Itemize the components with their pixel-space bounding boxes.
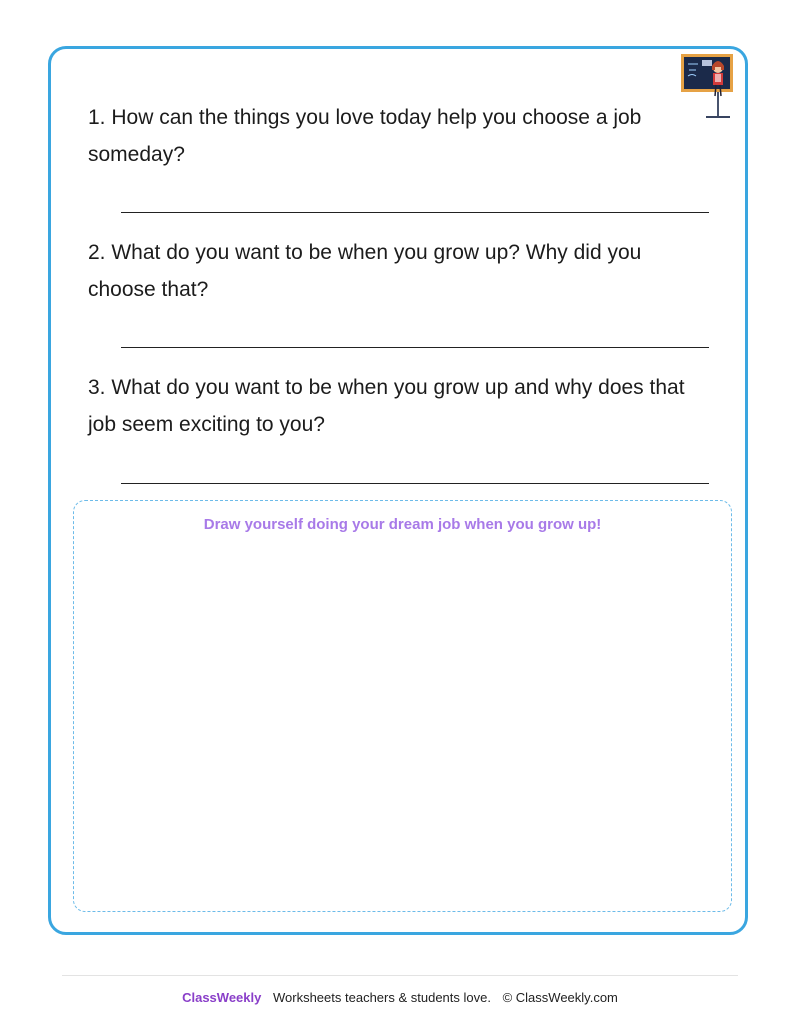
question-3: 3. What do you want to be when you grow up and why does that job seem exciting to you? [88, 376, 685, 436]
footer [0, 990, 800, 1005]
footer-divider [62, 975, 738, 976]
drawing-prompt: Draw yourself doing your dream job when you grow up! [203, 516, 602, 533]
answer-line-2[interactable] [121, 347, 709, 348]
answer-line-3[interactable] [121, 483, 709, 484]
question-1: 1. How can the things you love today help you choose a job someday? [88, 106, 642, 166]
answer-line-1[interactable] [121, 212, 709, 213]
drawing-area[interactable] [73, 500, 732, 912]
footer-tagline: Worksheets teachers & students love. [272, 990, 491, 1005]
footer-copyright: © ClassWeekly.com [502, 990, 618, 1005]
question-2: 2. What do you want to be when you grow up? Why did you choose that? [88, 241, 642, 301]
footer-brand: ClassWeekly [182, 990, 262, 1005]
